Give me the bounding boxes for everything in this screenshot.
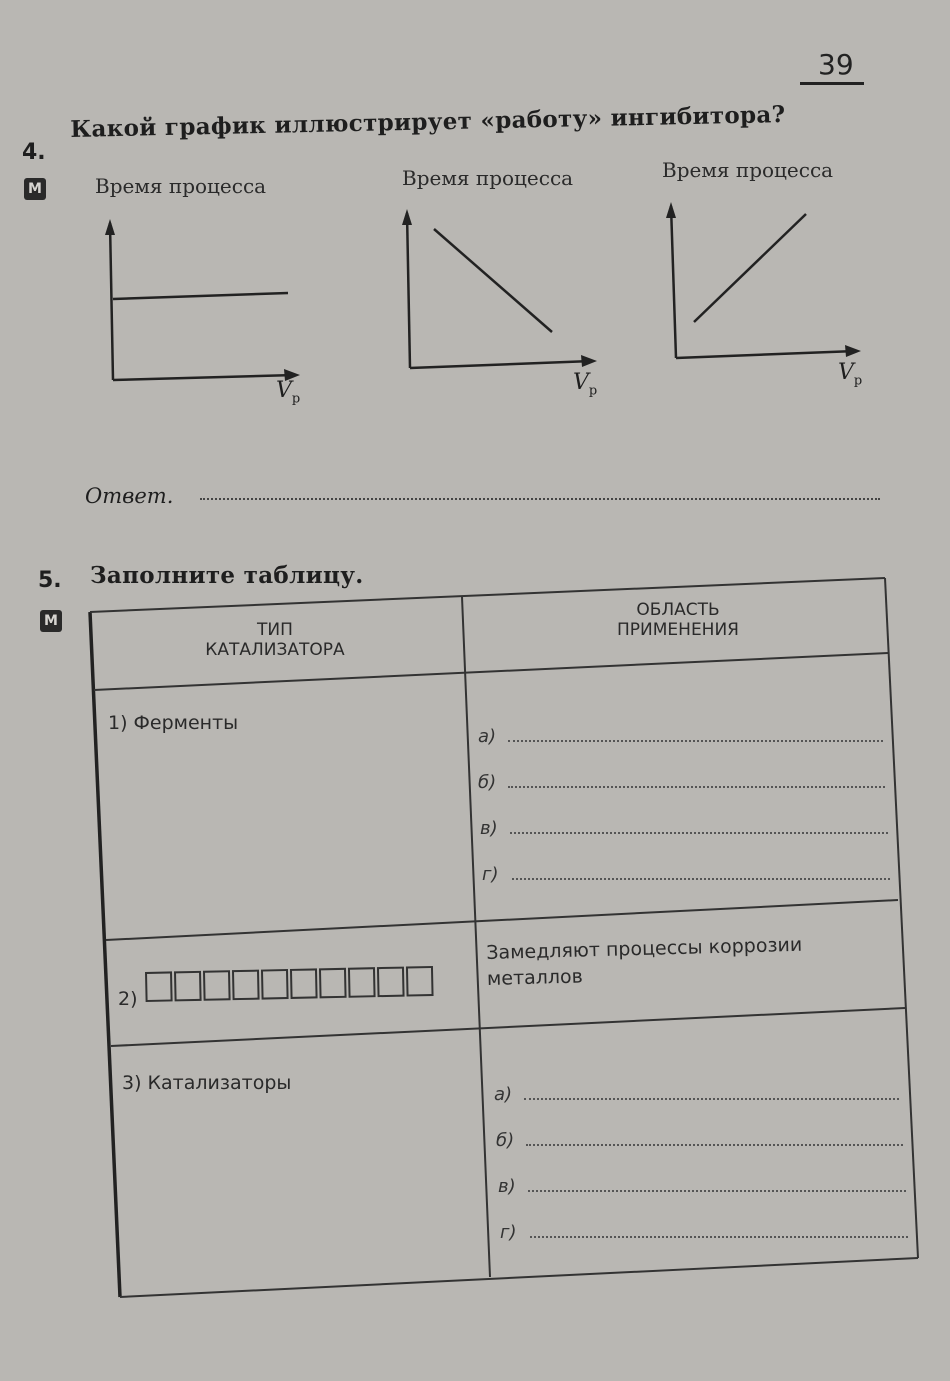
row-3-item-a-field[interactable] (524, 1098, 899, 1100)
row-3-item-b-label: б) (496, 1130, 515, 1151)
row-3-item-d-label: г) (500, 1222, 517, 1243)
header-type-line-2: КАТАЛИЗАТОРА (205, 640, 345, 660)
row-1-item-d-label: г) (482, 864, 499, 885)
method-badge-icon: М (24, 178, 46, 200)
letter-box[interactable] (319, 968, 347, 999)
graph-2-axis-symbol: V (573, 370, 589, 395)
method-badge-icon: М (40, 610, 62, 632)
row-3-item-b-field[interactable] (526, 1144, 903, 1146)
graph-3-title: Время процесса (662, 158, 834, 182)
page-number: 39 (818, 48, 854, 81)
header-type (175, 620, 375, 660)
letter-box[interactable] (261, 969, 289, 1000)
row-3-item-d-field[interactable] (530, 1236, 908, 1238)
row-1-item-a-field[interactable] (508, 740, 883, 742)
graph-1-axis-symbol: V (276, 378, 292, 403)
letter-box[interactable] (174, 971, 202, 1002)
row-2-area (486, 932, 803, 992)
letter-box[interactable] (348, 967, 376, 998)
row-1-item-b-label: б) (478, 772, 497, 793)
question-5-text: Заполните таблицу. (90, 562, 364, 589)
row-1-item-d-field[interactable] (512, 878, 890, 880)
row-3-item-c-label: в) (498, 1176, 516, 1197)
row-3-item-a-label: а) (494, 1084, 513, 1105)
letter-box[interactable] (145, 971, 173, 1002)
graph-3-axis-symbol: V (838, 360, 854, 385)
row-1-item-c-field[interactable] (510, 832, 888, 834)
row-1-type: 1) Ферменты (108, 712, 239, 734)
graph-1-title: Время процесса (95, 174, 267, 198)
row-2-area-line-2: металлов (486, 965, 584, 990)
question-5-number: 5. (38, 568, 62, 593)
row-1-item-b-field[interactable] (508, 786, 885, 788)
row-2-prefix: 2) (118, 988, 138, 1010)
letter-box[interactable] (290, 968, 318, 999)
graph-1-axis-subscript: р (291, 391, 301, 407)
header-type-line-1: ТИП (257, 620, 293, 640)
question-4-number: 4. (22, 140, 46, 165)
letter-box[interactable] (377, 967, 405, 998)
row-1-item-c-label: в) (480, 818, 498, 839)
header-area (578, 600, 778, 640)
letter-box[interactable] (406, 966, 434, 997)
graph-3-axis-subscript: р (853, 373, 863, 389)
graph-2-title: Время процесса (402, 166, 574, 190)
graph-2-axis-subscript: р (588, 383, 598, 399)
row-3-item-c-field[interactable] (528, 1190, 906, 1192)
letter-box[interactable] (203, 970, 231, 1001)
row-1-item-a-label: а) (478, 726, 497, 747)
answer-label: Ответ. (85, 484, 174, 508)
question-4-text: Какой график иллюстрирует «работу» ингибитора? (70, 101, 786, 143)
row-2-area-line-1: Замедляют процессы коррозии (486, 933, 803, 964)
letter-box[interactable] (232, 970, 260, 1001)
header-area-line-1: ОБЛАСТЬ (636, 600, 720, 620)
row-3-type: 3) Катализаторы (122, 1072, 292, 1094)
header-area-line-2: ПРИМЕНЕНИЯ (617, 620, 739, 640)
row-2-letter-boxes[interactable] (145, 966, 434, 1002)
